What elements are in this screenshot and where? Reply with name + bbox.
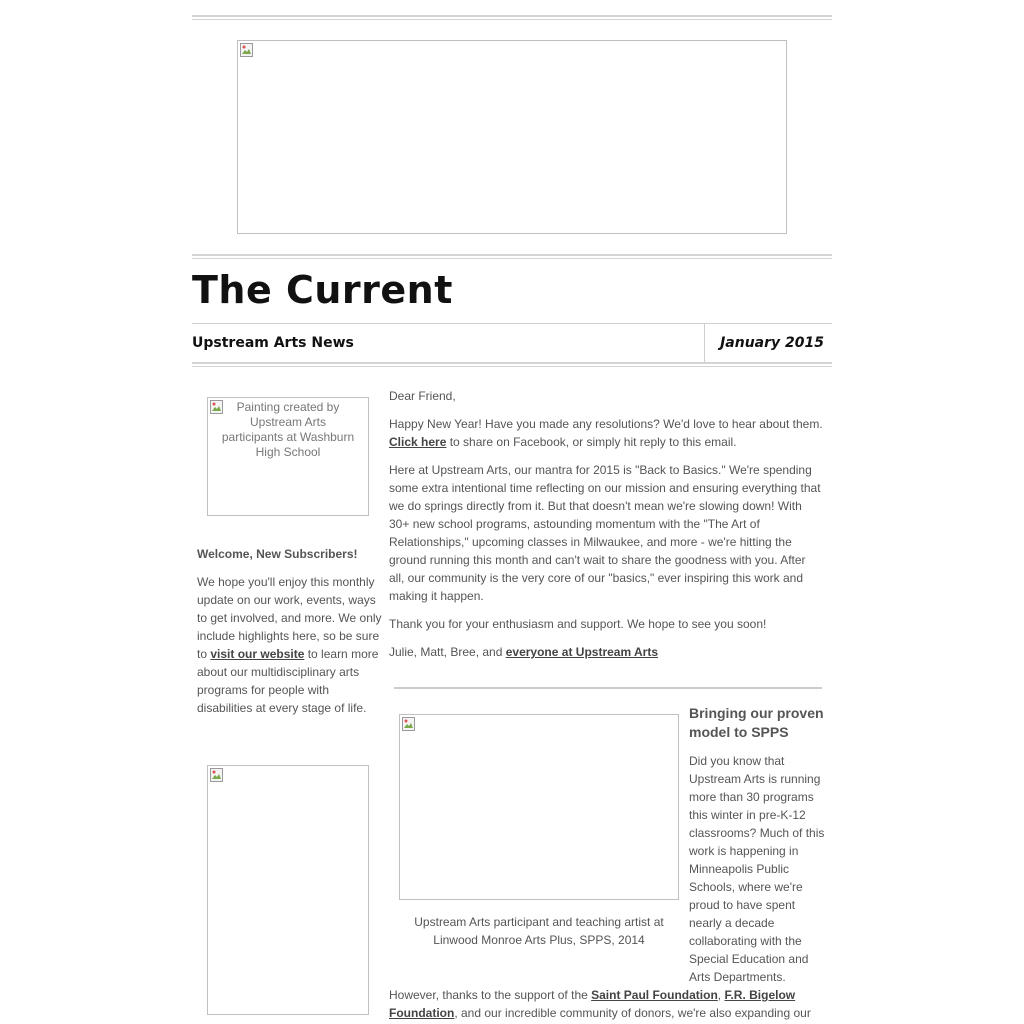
issue-date: January 2015 (720, 335, 824, 351)
masthead-divider (192, 254, 832, 256)
newsletter-subtitle: Upstream Arts News (192, 335, 354, 351)
masthead-divider-inner (192, 258, 832, 259)
letter-paragraph-3: Thank you for your enthusiasm and support. We hope to see you soon! (389, 617, 767, 631)
broken-image-icon (239, 42, 255, 58)
article-image (399, 714, 679, 900)
visit-website-link[interactable]: visit our website (210, 647, 305, 661)
broken-image-icon (209, 767, 225, 783)
subtitle-top-rule (192, 323, 832, 324)
newsletter-title: The Current (192, 268, 453, 312)
click-here-link[interactable]: Click here (389, 435, 447, 449)
article-body-side: Did you know that Upstream Arts is running more than 30 programs this winter in pre-K-12 classrooms? Much of this work is happening in Minneapolis Public Schools, where we're proud to have spent nearly a decade collaborating with the Special Education and Arts Departments. (689, 754, 825, 984)
letter-greeting: Dear Friend, (389, 389, 456, 403)
letter-paragraph-1: Happy New Year! Have you made any resolutions? We'd love to hear about them. Click here to share on Facebook, or simply hit reply to this email. (389, 417, 823, 449)
subtitle-bottom-rule (192, 362, 832, 364)
header-banner-image (237, 40, 787, 234)
letter-signoff: Julie, Matt, Bree, and everyone at Upstream Arts (389, 645, 659, 659)
bigelow-foundation-link[interactable]: F.R. Bigelow Foundation (389, 988, 796, 1020)
welcome-text: We hope you'll enjoy this monthly update on our work, events, ways to get involved, and more. We only include highlights here, so be sure to visit our website to learn more about our multidisciplinary arts programs for people with disabilities at every stage of life. (197, 575, 382, 715)
top-divider (192, 15, 832, 17)
painting-alt-text: Painting created by Upstream Arts participants at Washburn High School (221, 400, 355, 459)
subtitle-divider (704, 324, 705, 362)
article-body-continued: However, thanks to the support of the Saint Paul Foundation, F.R. Bigelow Foundation, and our incredible community of donors, we're also expanding our (389, 988, 811, 1020)
sidebar-image (207, 765, 369, 1015)
saint-paul-foundation-link[interactable]: Saint Paul Foundation (591, 988, 718, 1002)
broken-image-icon (401, 716, 417, 732)
subtitle-bottom-rule-inner (192, 366, 832, 367)
article-divider (394, 687, 822, 689)
article-heading: Bringing our proven model to SPPS (689, 705, 824, 740)
everyone-at-upstream-link[interactable]: everyone at Upstream Arts (505, 645, 659, 659)
welcome-heading: Welcome, New Subscribers! (197, 547, 358, 561)
article-image-caption: Upstream Arts participant and teaching artist at Linwood Monroe Arts Plus, SPPS, 2014 (414, 915, 664, 947)
top-divider-inner (192, 19, 832, 20)
painting-image (207, 397, 369, 516)
letter-paragraph-2: Here at Upstream Arts, our mantra for 2015 is "Back to Basics." We're spending some extra intentional time reflecting on our mission and ensuring everything that we do springs directly from it. But that doesn't mean we're slowing down! With 30+ new school programs, astounding momentum with the "The Art of Relationships," upcoming classes in Milwaukee, and more - we're hitting the ground running this month and can't wait to share the goodness with you. After all, our community is the very core of our "basics," ever inspiring this work and making it happen. (389, 463, 821, 603)
